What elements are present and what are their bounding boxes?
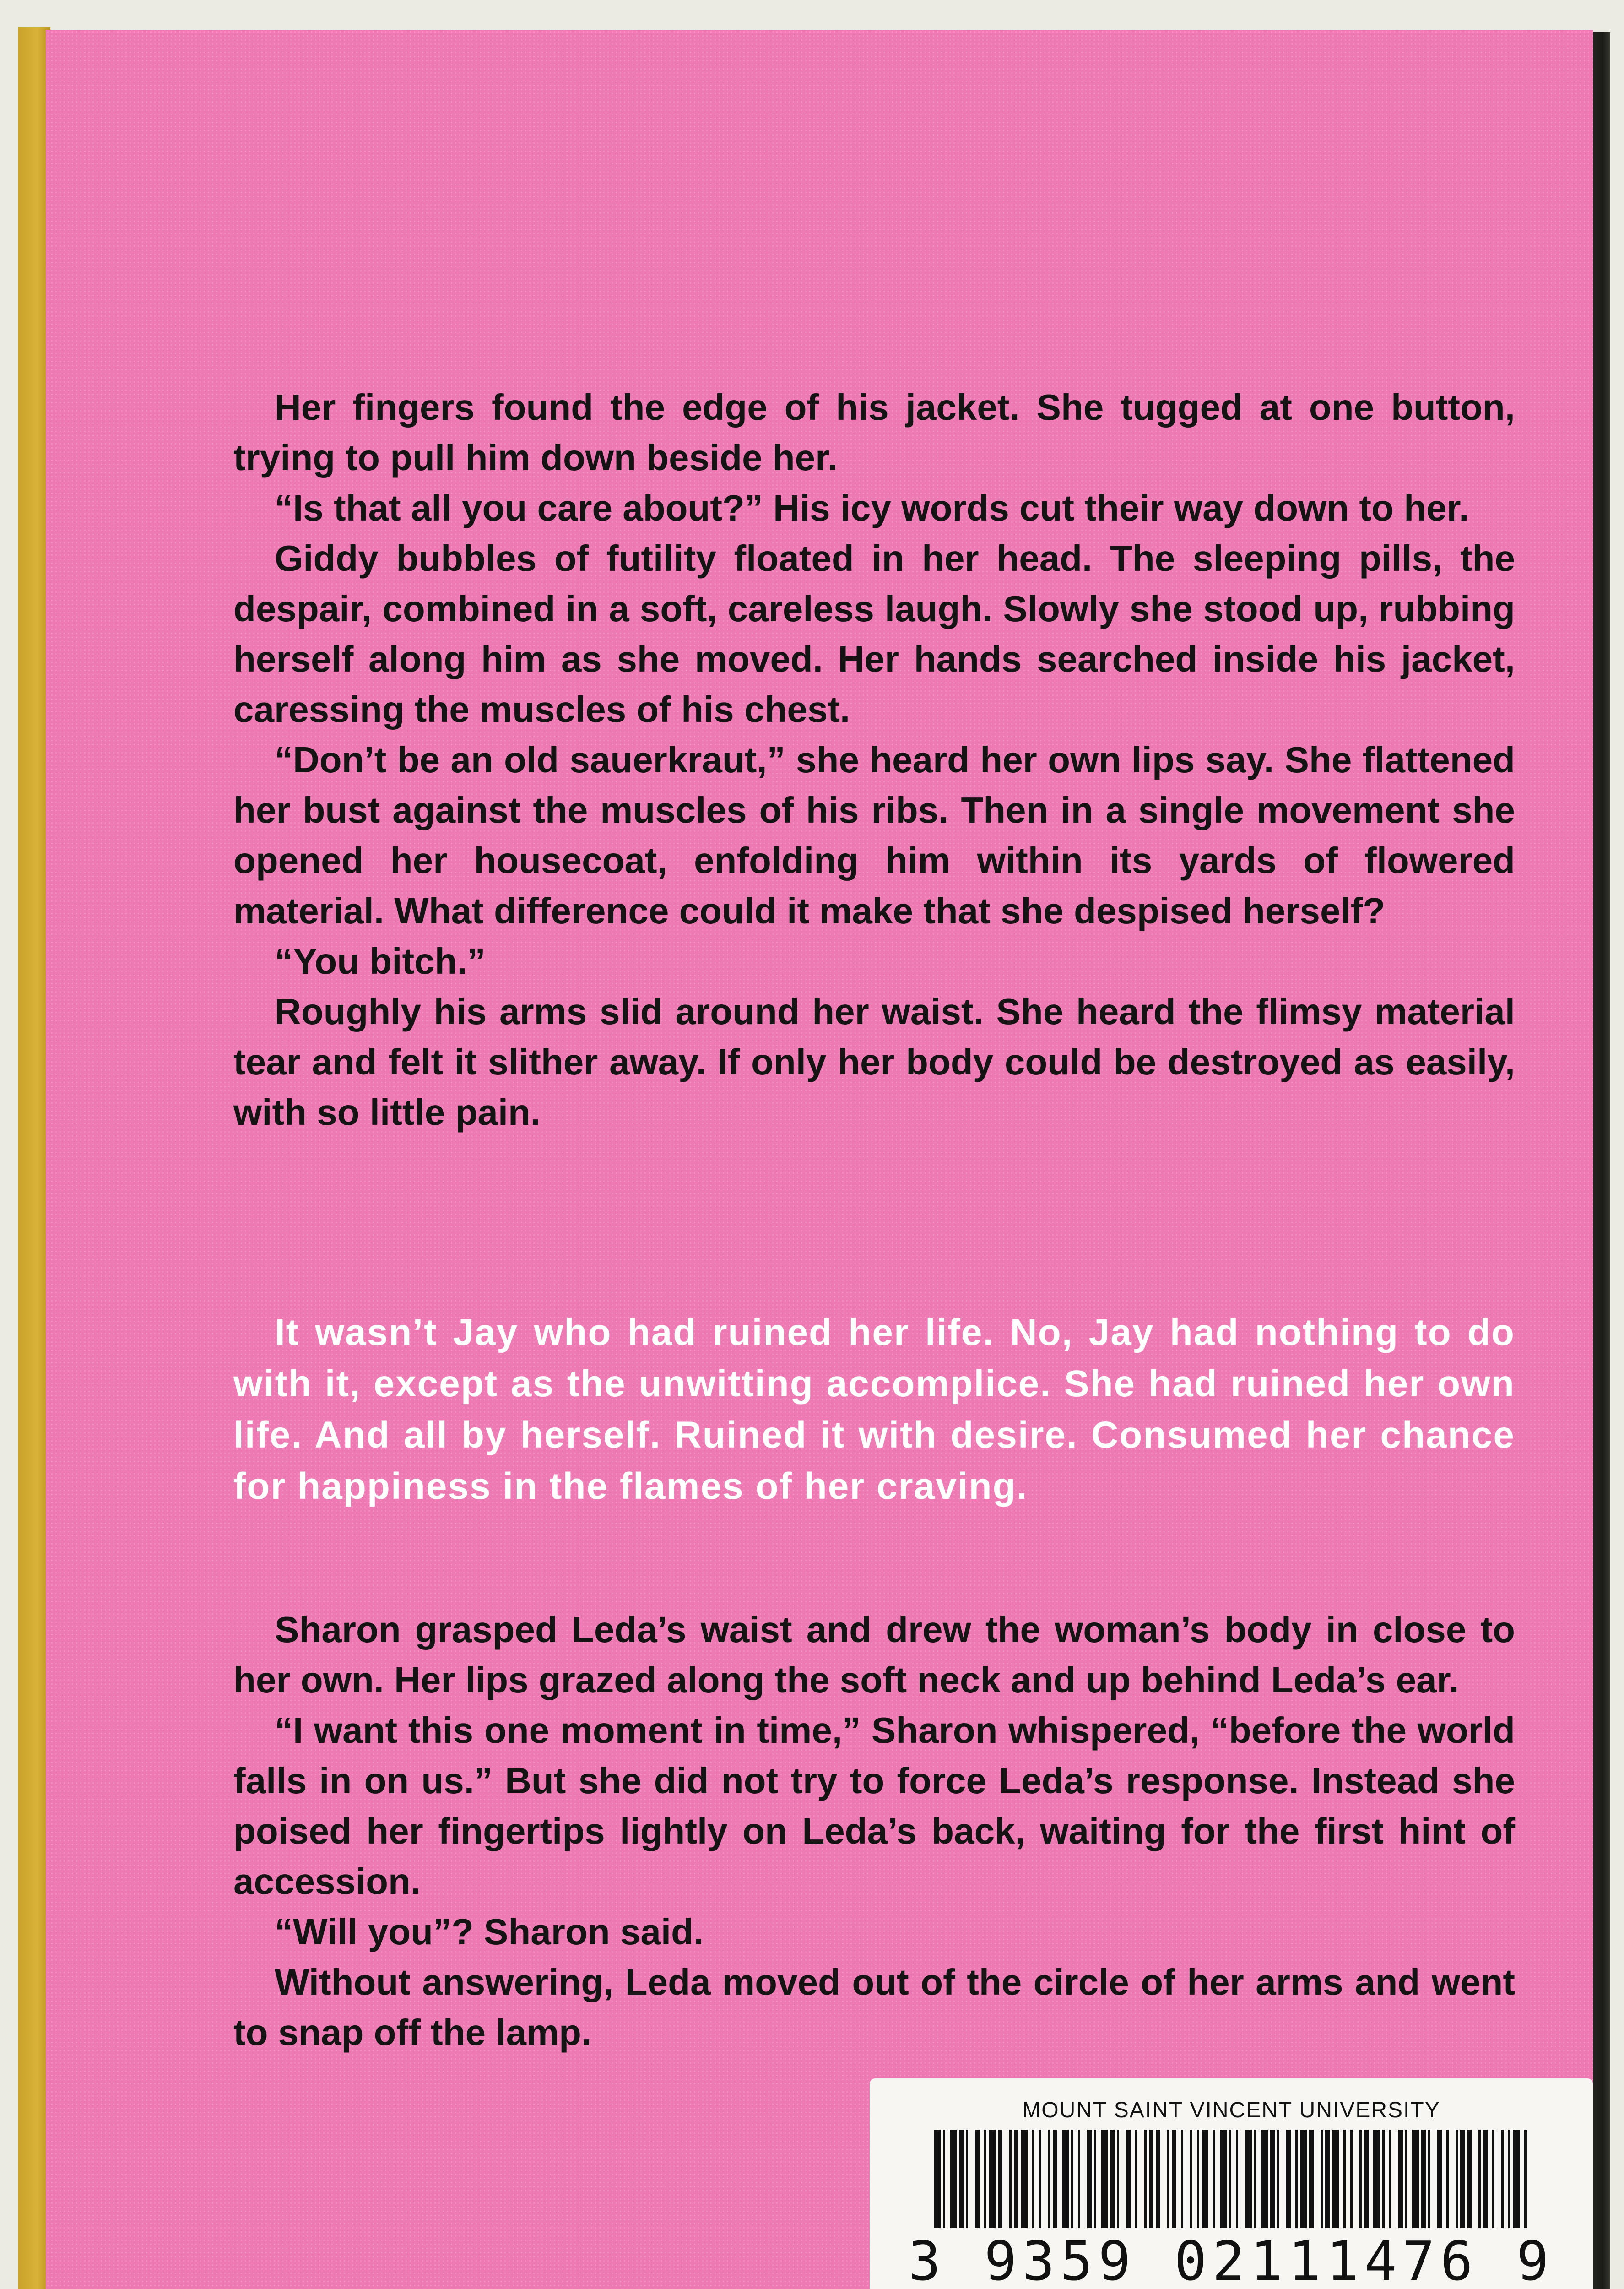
barcode-bar xyxy=(1405,2130,1407,2228)
barcode-bar xyxy=(1359,2130,1362,2228)
barcode-bar xyxy=(1021,2130,1028,2228)
paragraph: “Is that all you care about?” His icy words cut their way down to her. xyxy=(275,488,1469,528)
barcode-bar xyxy=(1389,2130,1391,2228)
paragraph: “You bitch.” xyxy=(275,941,486,982)
barcode-bar xyxy=(1014,2130,1018,2228)
barcode-icon xyxy=(934,2130,1529,2228)
barcode-bar xyxy=(989,2130,996,2228)
barcode-bar xyxy=(959,2130,964,2228)
barcode-bar xyxy=(1382,2130,1385,2228)
barcode-bar xyxy=(1190,2130,1192,2228)
excerpt-passage-one xyxy=(233,382,1515,1138)
barcode-bar xyxy=(1167,2130,1169,2228)
barcode-bar xyxy=(1126,2130,1131,2228)
library-barcode-label xyxy=(870,2078,1593,2289)
barcode-bar xyxy=(1071,2130,1073,2228)
barcode-bar xyxy=(1053,2130,1057,2228)
barcode-bar xyxy=(950,2130,957,2228)
barcode-bar xyxy=(1478,2130,1481,2228)
barcode-bar xyxy=(1343,2130,1346,2228)
barcode-bar xyxy=(1321,2130,1323,2228)
barcode-bar xyxy=(1213,2130,1215,2228)
barcode-bar xyxy=(1421,2130,1426,2228)
barcode-bar xyxy=(1087,2130,1092,2228)
barcode-bar xyxy=(1172,2130,1176,2228)
barcode-bar xyxy=(1456,2130,1458,2228)
excerpt-passage-two xyxy=(233,1605,1515,2058)
barcode-bar xyxy=(1032,2130,1034,2228)
barcode-bar xyxy=(998,2130,1002,2228)
paragraph: “I want this one moment in time,” Sharon whispered, “before the world falls in on us.” But she did not try to force Leda’s response. Instead she poised her fingertips lightly on Leda’s back, waiting for the first hint of accession. xyxy=(233,1710,1515,1902)
barcode-bar xyxy=(966,2130,968,2228)
barcode-bar xyxy=(1437,2130,1442,2228)
library-name: MOUNT SAINT VINCENT UNIVERSITY xyxy=(1022,2098,1440,2122)
paragraph: Giddy bubbles of futility floated in her head. The sleeping pills, the despair, combined in a soft, careless laugh. Slowly she stood up, rubbing herself along him as she moved. Her hands searched inside his jacket, caressing the muscles of his chest. xyxy=(233,538,1515,730)
paragraph: Roughly his arms slid around her waist. She heard the flimsy material tear and felt it slither away. If only her body could be destroyed as easily, with so little pain. xyxy=(233,991,1515,1133)
barcode-bar xyxy=(1513,2130,1520,2228)
barcode-bar xyxy=(1332,2130,1339,2228)
barcode-bar xyxy=(1325,2130,1330,2228)
barcode-bar xyxy=(1295,2130,1298,2228)
barcode-bar xyxy=(1350,2130,1353,2228)
barcode-bar xyxy=(1277,2130,1279,2228)
barcode-bar xyxy=(1220,2130,1227,2228)
barcode-bar xyxy=(1110,2130,1115,2228)
barcode-bar xyxy=(1270,2130,1275,2228)
barcode-bar xyxy=(1156,2130,1160,2228)
paragraph: “Don’t be an old sauerkraut,” she heard her own lips say. She flattened her bust against the muscles of his ribs. Then in a single movement she opened her housecoat, enfolding him within its yards of flowered material. What difference could it make that she despised herself? xyxy=(233,739,1515,931)
barcode-bar xyxy=(1483,2130,1488,2228)
barcode-bar xyxy=(1412,2130,1419,2228)
paragraph: “Will you”? Sharon said. xyxy=(275,1911,704,1952)
barcode-bar xyxy=(1254,2130,1256,2228)
barcode-bar xyxy=(1078,2130,1080,2228)
barcode-bar xyxy=(1508,2130,1510,2228)
barcode-bar xyxy=(975,2130,980,2228)
barcode-bar xyxy=(1245,2130,1252,2228)
barcode-bar xyxy=(984,2130,986,2228)
barcode-bar xyxy=(943,2130,945,2228)
barcode-bar xyxy=(1428,2130,1430,2228)
barcode-bar xyxy=(1048,2130,1050,2228)
barcode-bar xyxy=(1501,2130,1504,2228)
barcode-bar xyxy=(1144,2130,1147,2228)
barcode-bar xyxy=(1467,2130,1472,2228)
paragraph: Her fingers found the edge of his jacket. She tugged at one button, trying to pull him down beside her. xyxy=(233,387,1515,478)
barcode-bar xyxy=(1373,2130,1380,2228)
barcode-bar xyxy=(1300,2130,1307,2228)
barcode-bar xyxy=(1261,2130,1268,2228)
barcode-bar xyxy=(1101,2130,1108,2228)
barcode-number: 3 9359 02111476 9 xyxy=(908,2229,1554,2289)
barcode-bar xyxy=(1460,2130,1465,2228)
barcode-bar xyxy=(1039,2130,1041,2228)
barcode-bar xyxy=(1309,2130,1314,2228)
barcode-bar xyxy=(1524,2130,1527,2228)
barcode-bar xyxy=(1009,2130,1012,2228)
barcode-bar xyxy=(1492,2130,1494,2228)
barcode-bar xyxy=(1062,2130,1069,2228)
barcode-bar xyxy=(934,2130,941,2228)
blurb-text: It wasn’t Jay who had ruined her life. No, Jay had nothing to do with it, except as the unwitting accomplice. She had ruined her own life. And all by herself. Ruined it with desire. Consumed her chance for happiness in the flames of her craving. xyxy=(233,1312,1515,1507)
paragraph: Sharon grasped Leda’s waist and drew the woman’s body in close to her own. Her lips grazed along the soft neck and up behind Leda’s ear. xyxy=(233,1609,1515,1700)
barcode-bar xyxy=(1149,2130,1153,2228)
barcode-bar xyxy=(1094,2130,1096,2228)
barcode-bar xyxy=(1398,2130,1403,2228)
barcode-bar xyxy=(1236,2130,1238,2228)
barcode-bar xyxy=(1229,2130,1231,2228)
back-cover xyxy=(46,30,1593,2289)
barcode-bar xyxy=(1135,2130,1137,2228)
barcode-bar xyxy=(1117,2130,1119,2228)
barcode-bar xyxy=(1364,2130,1369,2228)
barcode-bar xyxy=(1202,2130,1208,2228)
paragraph: Without answering, Leda moved out of the circle of her arms and went to snap off the lamp. xyxy=(233,1962,1515,2053)
barcode-bar xyxy=(1446,2130,1449,2228)
barcode-bar xyxy=(1197,2130,1199,2228)
barcode-bar xyxy=(1181,2130,1183,2228)
barcode-bar xyxy=(1286,2130,1291,2228)
